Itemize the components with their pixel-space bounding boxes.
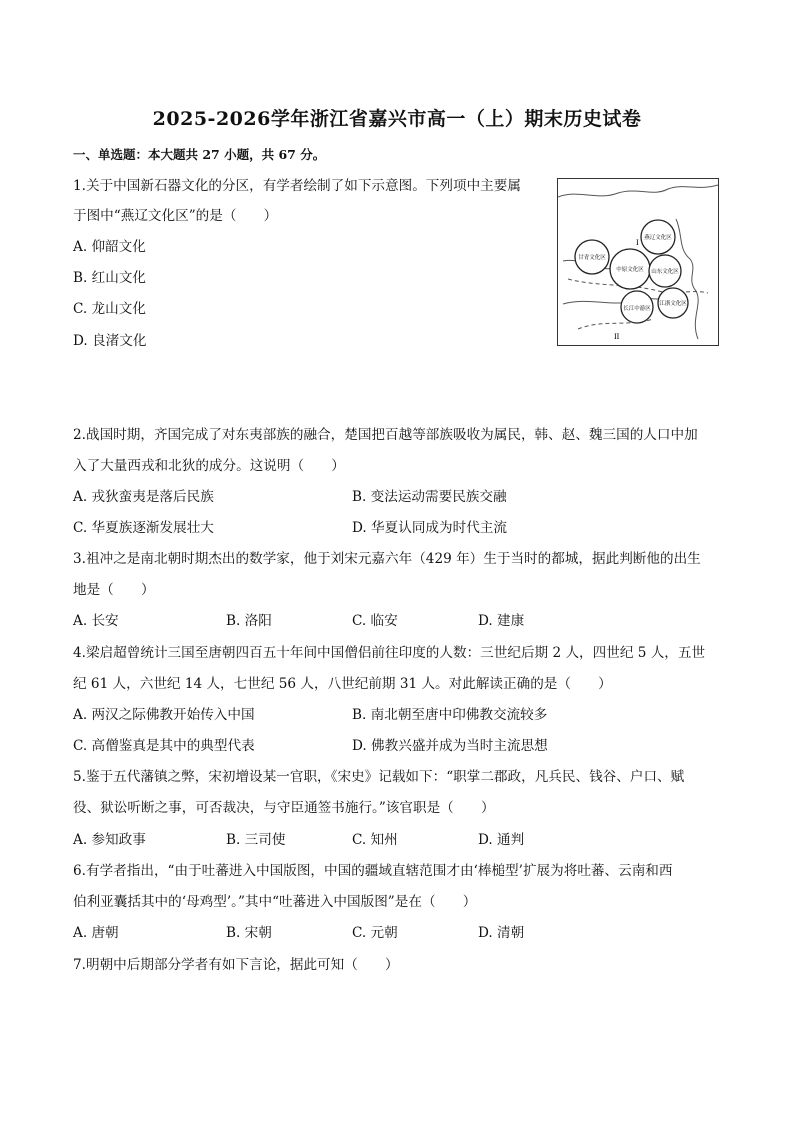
q1-option-c: C. 龙山文化 [73, 301, 146, 317]
label-ganqing: 甘青文化区 [578, 255, 606, 261]
q5-stem-line1: 5.鉴于五代藩镇之弊，宋初增设某一官职，《宋史》记载如下：“职掌二郡政，凡兵民、钱谷、户口、赋 [73, 769, 685, 785]
q6-stem-line1: 6.有学者指出，“由于吐蕃进入中国版图，中国的疆域直辖范围才由‘棒槌型’扩展为将吐蕃、云南和西 [73, 863, 673, 879]
q5-option-c: C. 知州 [352, 832, 398, 848]
q5-option-b: B. 三司使 [226, 832, 286, 848]
q6-option-d: D. 清朝 [478, 925, 525, 941]
q6-stem-line2: 伯利亚囊括其中的‘母鸡型’。”其中“吐蕃进入中国版图”是在（ ） [73, 894, 477, 910]
q6-option-b: B. 宋朝 [226, 925, 272, 941]
q4-option-a: A. 两汉之际佛教开始传入中国 [73, 707, 255, 723]
q1-stem-line2: 于图中“燕辽文化区”的是（ ） [73, 208, 278, 224]
q5-option-a: A. 参知政事 [73, 832, 146, 848]
q4-option-d: D. 佛教兴盛并成为当时主流思想 [352, 738, 548, 754]
q3-option-a: A. 长安 [73, 613, 119, 629]
map-border-north [558, 185, 718, 197]
q6-option-a: A. 唐朝 [73, 925, 119, 941]
q5-stem-line2: 役、狱讼听断之事，可否裁决，与守臣通签书施行。”该官职是（ ） [73, 800, 495, 816]
q2-stem-line2: 入了大量西戎和北狄的成分。这说明（ ） [73, 458, 345, 474]
q3-stem-line2: 地是（ ） [73, 582, 155, 598]
q3-stem-line1: 3.祖冲之是南北朝时期杰出的数学家，他于刘宋元嘉六年（429 年）生于当时的都城，据此判断他的出生 [73, 551, 701, 567]
q3-option-c: C. 临安 [352, 613, 398, 629]
neolithic-culture-map [557, 178, 719, 346]
q3-option-b: B. 洛阳 [226, 613, 272, 629]
q4-stem-line2: 纪 61 人，六世纪 14 人，七世纪 56 人，八世纪前期 31 人。对此解读正确的是（ ） [73, 676, 612, 692]
label-shandong: 山东文化区 [651, 269, 679, 275]
q2-option-d: D. 华夏认同成为时代主流 [352, 520, 507, 536]
q2-option-a: A. 戎狄蛮夷是落后民族 [73, 489, 214, 505]
q2-stem-line1: 2.战国时期，齐国完成了对东夷部族的融合，楚国把百越等部族吸收为属民，韩、赵、魏三国的人口中加 [73, 427, 698, 443]
q3-option-d: D. 建康 [478, 613, 525, 629]
q4-option-b: B. 南北朝至唐中印佛教交流较多 [352, 707, 548, 723]
q7-stem-line1: 7.明朝中后期部分学者有如下言论，据此可知（ ） [73, 957, 399, 973]
q1-option-b: B. 红山文化 [73, 270, 147, 286]
section-heading: 一、单选题：本大题共 27 小题，共 67 分。 [73, 147, 326, 162]
exam-title: 2025-2026学年浙江省嘉兴市高一（上）期末历史试卷 [152, 108, 642, 130]
map-mark-ii: II [614, 332, 620, 341]
map-mark-i: I [636, 238, 639, 247]
q2-option-c: C. 华夏族逐渐发展壮大 [73, 520, 214, 536]
label-yanliao: 燕辽文化区 [644, 235, 672, 241]
label-jiangzhe: 江浙文化区 [659, 301, 687, 307]
label-changjiang: 长江中游区 [623, 306, 651, 312]
q2-option-b: B. 变法运动需要民族交融 [352, 489, 507, 505]
q5-option-d: D. 通判 [478, 832, 525, 848]
q6-option-c: C. 元朝 [352, 925, 398, 941]
q1-stem-line1: 1.关于中国新石器文化的分区，有学者绘制了如下示意图。下列项中主要属 [73, 178, 521, 194]
q4-option-c: C. 高僧鉴真是其中的典型代表 [73, 738, 255, 754]
q1-option-a: A. 仰韶文化 [73, 239, 146, 255]
q1-option-d: D. 良渚文化 [73, 333, 147, 349]
label-zhongyuan: 中原文化区 [616, 267, 644, 273]
q4-stem-line1: 4.梁启超曾统计三国至唐朝四百五十年间中国僧侣前往印度的人数：三世纪后期 2 人，四世纪 5 人，五世 [73, 645, 706, 661]
